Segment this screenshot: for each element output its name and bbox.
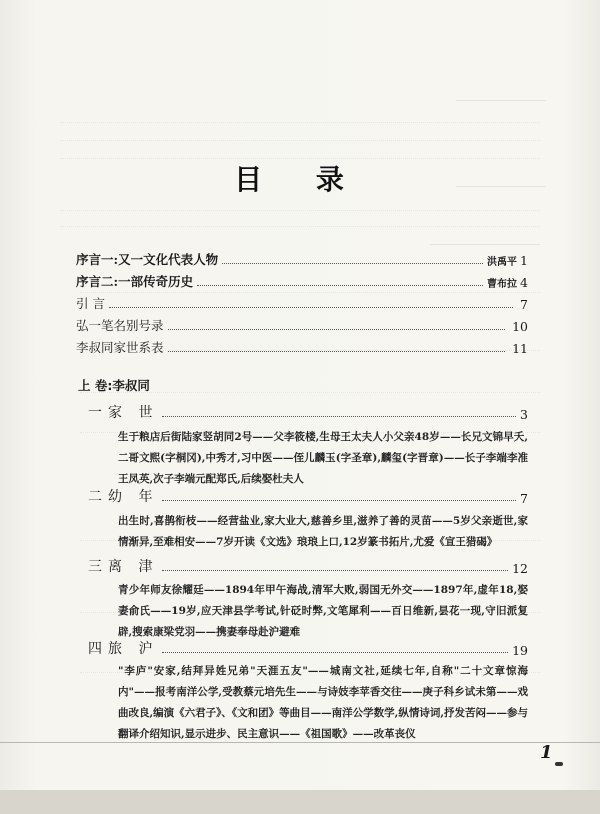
toc-entry-label: 序言二:一部传奇历史: [76, 274, 194, 289]
footer-rule: [0, 742, 600, 743]
chapter-page: 12: [512, 561, 528, 576]
dot-leader: [162, 570, 508, 571]
page-title: 目 录: [234, 163, 366, 196]
toc-entry-author: 洪禹平: [487, 257, 518, 268]
chapter-title: 三离 津: [88, 559, 159, 575]
toc-entry-author: 曹布拉: [487, 279, 518, 290]
toc-chapter-2[interactable]: [88, 486, 528, 506]
toc-entry-label: 序言一:又一文化代表人物: [76, 252, 219, 267]
chapter-page: 3: [520, 407, 528, 422]
page-number: 1: [540, 742, 553, 763]
page-mark-decoration: [555, 762, 563, 766]
dot-leader: [162, 416, 516, 417]
toc-chapter-3[interactable]: [88, 556, 528, 576]
toc-entry-page: 4: [520, 275, 528, 290]
dot-leader: [168, 351, 506, 352]
toc-entry-pen-names[interactable]: [76, 316, 528, 334]
scan-bottom-edge: [0, 790, 600, 814]
toc-chapter-4[interactable]: [88, 638, 528, 658]
toc-entry-preface-1[interactable]: [76, 250, 528, 268]
toc-entry-family-tree[interactable]: [76, 338, 528, 356]
chapter-summary: 生于粮店后街陆家竖胡同2号——父李筱楼,生母王太夫人小父亲48岁——长兄文锦早夭,二哥文熙(字桐冈),中秀才,习中医——侄儿麟玉(字圣章),麟玺(字晋章)——长子李端李准王凤英,次子李端元配郑氏,后续娶杜夫人: [118, 431, 528, 485]
toc-entry-label: 李叔同家世系表: [76, 340, 164, 355]
toc-entry-preface-2[interactable]: [76, 272, 528, 290]
chapter-summary: 青少年师友徐耀廷——1894年甲午海战,清军大败,弱国无外交——1897年,虚年18,娶妻俞氏——19岁,应天津县学考试,针砭时弊,文笔犀利——百日维新,昙花一现,守旧派复辟,搜索康梁党羽——携妻奉母赴沪避难: [118, 584, 528, 638]
toc-entry-page: 7: [520, 297, 528, 312]
dot-leader: [162, 500, 516, 501]
part-heading: 上 卷:李叔同: [78, 378, 150, 393]
chapter-summary: "李庐"安家,结拜异姓兄弟"天涯五友"——城南文社,延续七年,自称"二十文章惊海内"——报考南洋公学,受教蔡元培先生——与诗妓李苹香交往——庚子科乡试未第——戏曲改良,编演《六君子》、《文和团》等曲目——南洋公学数学,纵情诗词,抒发苦闷——参与翻译介绍知识,显示进步、民主意识——《祖国歌》——改革丧仪: [118, 665, 528, 740]
chapter-page: 7: [520, 491, 528, 506]
chapter-title: 二幼 年: [88, 489, 159, 505]
toc-entry-introduction[interactable]: [76, 294, 528, 312]
dot-leader: [222, 263, 483, 264]
dot-leader: [109, 307, 513, 308]
chapter-title: 一家 世: [88, 405, 159, 421]
dot-leader: [168, 329, 506, 330]
toc-entry-label: 引 言: [76, 296, 105, 311]
toc-entry-page: 1: [520, 253, 528, 268]
toc-entry-page: 11: [512, 341, 528, 356]
chapter-page: 19: [512, 643, 528, 658]
dot-leader: [162, 652, 508, 653]
chapter-title: 四旅 沪: [88, 641, 159, 657]
toc-chapter-1[interactable]: [88, 402, 528, 422]
dot-leader: [197, 285, 483, 286]
toc-entry-page: 10: [512, 319, 528, 334]
toc-entry-label: 弘一笔名别号录: [76, 318, 164, 333]
chapter-summary: 出生时,喜鹊衔枝——经营盐业,家大业大,慈善乡里,滋养了善的灵苗——5岁父亲逝世,家情渐异,至难相安——7岁开读《文选》琅琅上口,12岁篆书拓片,尤爱《宣王猎碣》: [118, 515, 528, 548]
